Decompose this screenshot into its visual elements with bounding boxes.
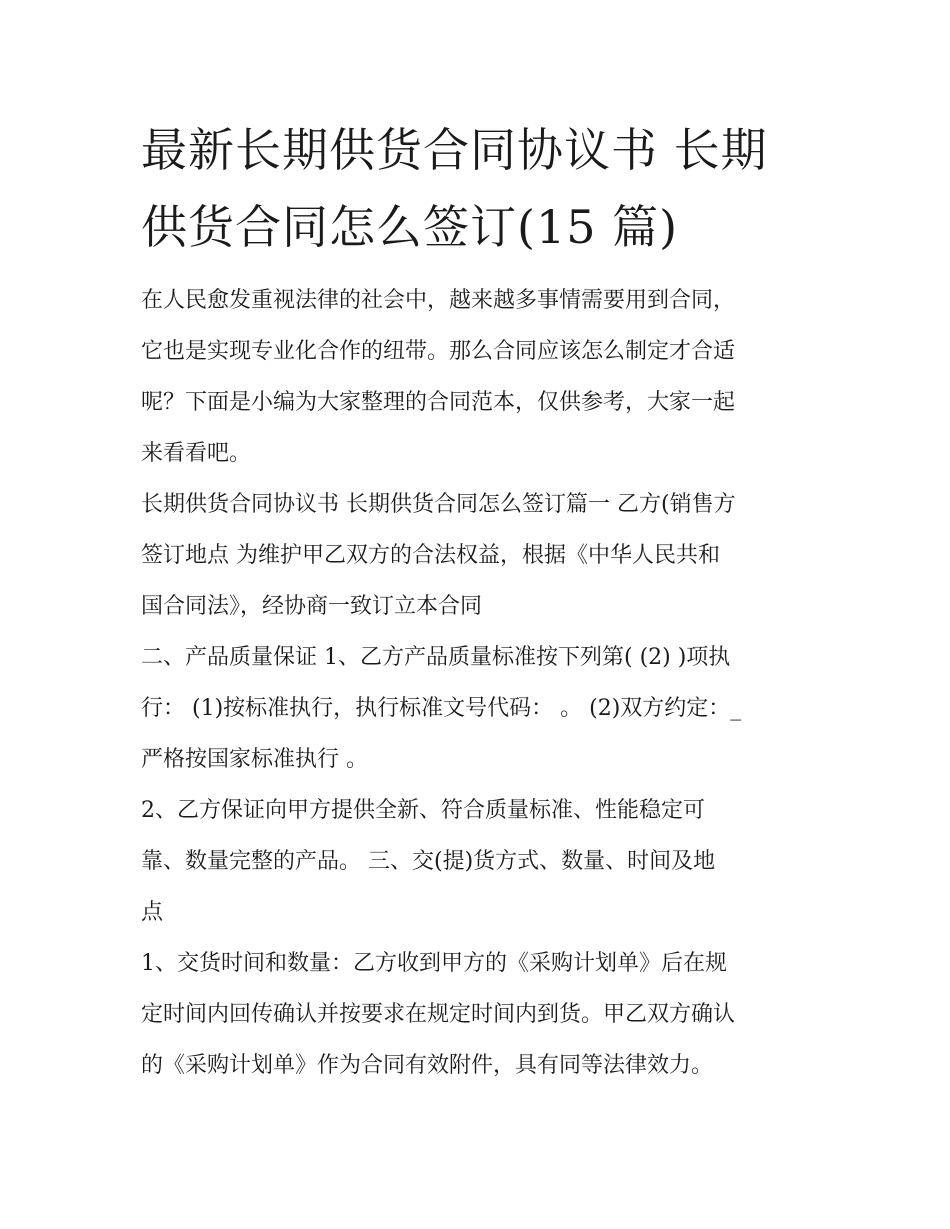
text-line: 点 [141, 900, 164, 925]
text-line: 2、乙方保证向甲方提供全新、符合质量标准、性能稳定可 [141, 798, 705, 823]
text-line: 行： (1)按标准执行，执行标准文号代码： 。 (2)双方约定：_ [141, 696, 742, 721]
text-line: 在人民愈发重视法律的社会中，越来越多事情需要用到合同， [141, 288, 736, 313]
text-line: 1、交货时间和数量：乙方收到甲方的《采购计划单》后在规 [141, 951, 727, 976]
text-line: 国合同法》，经协商一致订立本合同 [141, 594, 483, 619]
text-line: 靠、数量完整的产品。 三、交(提)货方式、数量、时间及地 [141, 849, 716, 874]
title-line: 最新长期供货合同协议书 长期 [141, 123, 768, 177]
text-line: 签订地点 为维护甲乙双方的合法权益，根据《中华人民共和 [141, 543, 720, 568]
contract-intro-paragraph [141, 479, 831, 632]
text-line: 来看看吧。 [141, 441, 252, 466]
text-line: 长期供货合同协议书 长期供货合同怎么签订篇一 乙方(销售方 [141, 492, 736, 517]
delivery-clause-paragraph [141, 938, 831, 1091]
text-line: 定时间内回传确认并按要求在规定时间内到货。甲乙双方确认 [141, 1002, 736, 1027]
text-line: 严格按国家标准执行 。 [141, 747, 368, 772]
text-line: 呢？下面是小编为大家整理的合同范本，仅供参考，大家一起 [141, 390, 736, 415]
text-line: 二、产品质量保证 1、乙方产品质量标准按下列第( (2) )项执 [141, 645, 731, 670]
text-line: 的《采购计划单》作为合同有效附件，具有同等法律效力。 [141, 1053, 714, 1078]
intro-paragraph [141, 275, 831, 479]
guarantee-clause-paragraph [141, 785, 831, 938]
document-body [141, 275, 831, 1091]
quality-clause-paragraph [141, 632, 831, 785]
document-title [141, 112, 821, 266]
text-line: 它也是实现专业化合作的纽带。那么合同应该怎么制定才合适 [141, 339, 736, 364]
title-line: 供货合同怎么签订(15 篇) [141, 200, 679, 254]
